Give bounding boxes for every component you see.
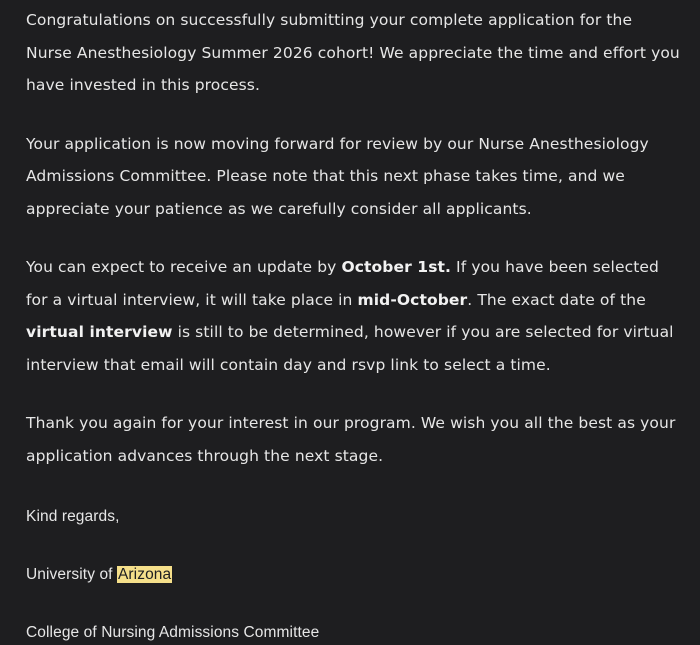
timeline-text-c: If you have been selected for a virtual interview, it will take place in — [26, 258, 659, 309]
closing-text: Kind regards, — [26, 508, 120, 525]
timeline-month-bold: mid-October — [357, 290, 468, 309]
paragraph-review: Your application is now moving forward for review by our Nurse Anesthesiology Admissions Committee. Please note that this next phase takes time, and we appreciate your patience as we carefully consider all applicants. — [26, 134, 649, 218]
timeline-text-d: . The exact date of the — [467, 290, 646, 309]
timeline-text-a: You can expect to receive an update by — [26, 258, 342, 276]
paragraph-thanks: Thank you again for your interest in our program. We wish you all the best as your application advances through the next stage. — [26, 414, 676, 465]
paragraph-timeline — [26, 251, 680, 381]
signature-committee: College of Nursing Admissions Committee — [26, 624, 320, 641]
signature-university-prefix: University of — [26, 566, 117, 583]
timeline-date-bold: October 1st. — [341, 258, 452, 276]
paragraph-congratulations: Congratulations on successfully submitting your complete application for the Nurse Anesthesiology Summer 2026 cohort! We appreciate the time and effort you have invested in this process. — [26, 11, 680, 94]
search-highlight: Arizona — [117, 566, 172, 583]
timeline-interview-bold: virtual interview — [26, 323, 173, 341]
signature-university — [26, 564, 680, 586]
timeline-text-e: is still to be determined, however if you are selected for virtual interview that email will contain day and rsvp link to select a time. — [26, 323, 674, 374]
